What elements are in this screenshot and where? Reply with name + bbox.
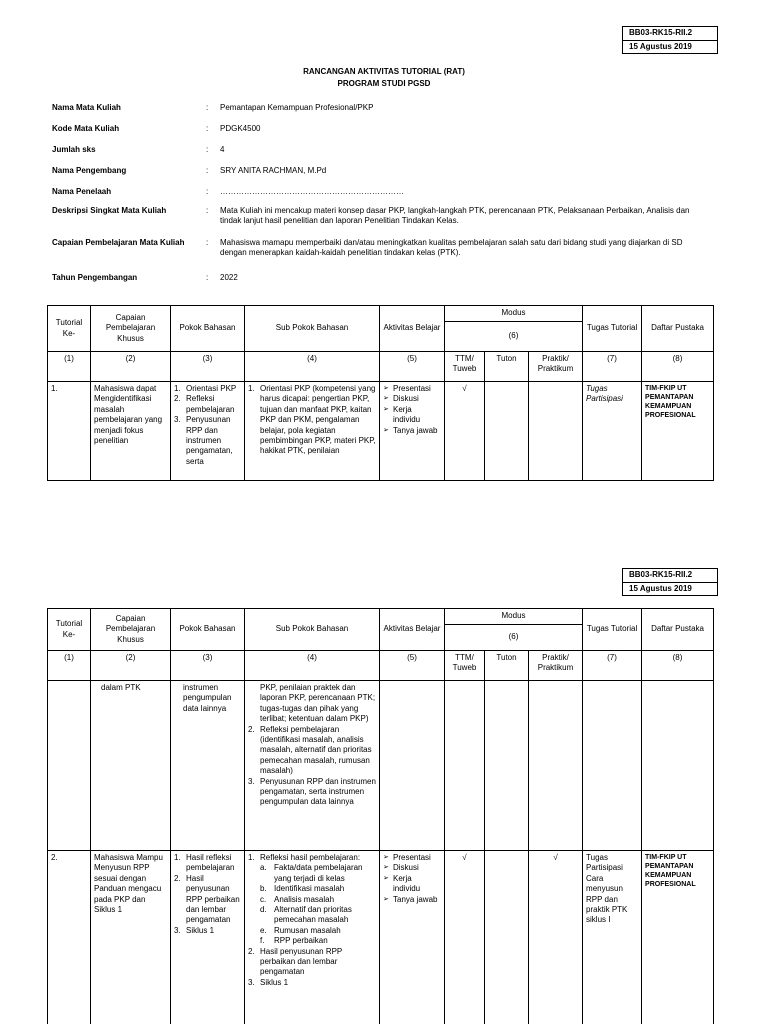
meta-value: Mahasiswa mamapu memperbaiki dan/atau meningkatkan kualitas pembelajaran salah satu dari bidang studi yang diajarkan di SD dengan menerapkan kaidah-kaidah penelitian tindakan kelas (PTK). — [220, 238, 683, 258]
meta-value: PDGK4500 — [220, 124, 261, 133]
tutorial-number — [48, 681, 91, 851]
meta-colon: : — [206, 187, 209, 196]
list-item — [174, 384, 241, 394]
header-modus-number: (6) — [445, 322, 583, 352]
list-number: 2. — [174, 394, 181, 404]
list-number: 3. — [248, 977, 255, 987]
list-item — [383, 853, 441, 863]
pokok-cell: instrumen pengumpulan data lainnya — [171, 681, 245, 851]
arrow-bullet-icon: ➢ — [383, 895, 389, 903]
col-number: (1) — [48, 352, 91, 382]
tuton-check — [485, 382, 529, 481]
header-pustaka: Daftar Pustaka — [642, 609, 714, 651]
list-item — [248, 853, 376, 947]
list-number: 3. — [174, 415, 181, 425]
header-pustaka: Daftar Pustaka — [642, 306, 714, 352]
list-text: RPP perbaikan — [274, 936, 328, 946]
list-text: Diskusi — [393, 863, 419, 873]
document-title: RANCANGAN AKTIVITAS TUTORIAL (RAT) — [303, 67, 465, 76]
header-sub: Sub Pokok Bahasan — [245, 306, 380, 352]
aktivitas-cell — [380, 681, 445, 851]
col-number: (3) — [171, 352, 245, 382]
tutorial-number: 1. — [48, 382, 91, 481]
capaian-cell: Mahasiswa dapat Mengidentifikasi masalah pembelajaran yang menjadi fokus penelitian — [91, 382, 171, 481]
pustaka-cell: TIM-FKIP UT PEMANTAPAN KEMAMPUAN PROFESIONAL — [642, 382, 714, 481]
capaian-cell: Mahasiswa Mampu Menyusun RPP sesuai dengan Panduan mengacu pada PKP dan Siklus 1 — [91, 851, 171, 1024]
aktivitas-cell — [380, 382, 445, 481]
list-item — [260, 884, 376, 894]
list-text: Hasil penyusunan RPP perbaikan dan lembar pengamatan — [186, 873, 240, 925]
list-item — [174, 853, 241, 874]
ttm-check — [445, 681, 485, 851]
table-row — [48, 382, 714, 481]
list-text: Kerja individu — [393, 404, 421, 425]
list-item — [260, 936, 376, 946]
table-row — [48, 681, 714, 851]
meta-value: Mata Kuliah ini mencakup materi konsep dasar PKP, langkah-langkah PTK, perencanaan PTK, Pelaksanaan Perbaikan, Analisis dan tindak lanjut hasil penelitian dan laporan Penelitian Tindakan Kelas. — [220, 206, 690, 226]
list-item — [383, 426, 441, 436]
list-item — [248, 725, 376, 777]
pokok-list — [174, 384, 241, 467]
tugas-cell — [583, 681, 642, 851]
list-number: 3. — [248, 776, 255, 786]
meta-label: Tahun Pengembangan — [52, 273, 138, 282]
ttm-check: √ — [445, 851, 485, 1024]
header-capaian: Capaian Pembelajaran Khusus — [91, 306, 171, 352]
document-date: 15 Agustus 2019 — [623, 40, 717, 53]
aktivitas-cell — [380, 851, 445, 1024]
sub-cell — [245, 851, 380, 1024]
header-praktik: Praktik/ Praktikum — [529, 651, 583, 681]
col-number: (7) — [583, 651, 642, 681]
praktik-check — [529, 382, 583, 481]
document-code-box — [622, 568, 718, 596]
list-number: 2. — [174, 873, 181, 883]
list-item — [260, 926, 376, 936]
list-text: Tanya jawab — [393, 894, 438, 904]
sub-cell — [245, 382, 380, 481]
list-text: Refleksi pembelajaran (identifikasi masalah, analisis masalah, alternatif dan prioritas pemecahan masalah, rumusan masalah) — [260, 724, 372, 776]
list-text: Hasil penyusunan RPP perbaikan dan lembar pengamatan — [260, 946, 343, 977]
list-item — [383, 895, 441, 905]
list-text: Siklus 1 — [186, 925, 215, 935]
aktivitas-list — [383, 384, 441, 436]
list-number: 1. — [248, 853, 255, 862]
header-tugas: Tugas Tutorial — [583, 609, 642, 651]
meta-label: Nama Mata Kuliah — [52, 103, 121, 112]
list-number: 1. — [248, 384, 255, 393]
meta-label: Kode Mata Kuliah — [52, 124, 120, 133]
meta-colon: : — [206, 166, 209, 175]
list-item — [383, 863, 441, 873]
list-text: Refleksi hasil pembelajaran: — [260, 853, 361, 862]
list-number: 2. — [248, 946, 255, 956]
list-item — [383, 394, 441, 404]
header-aktivitas: Aktivitas Belajar — [380, 306, 445, 352]
list-item — [248, 777, 376, 808]
header-ttm: TTM/ Tuweb — [445, 352, 485, 382]
arrow-bullet-icon: ➢ — [383, 405, 389, 413]
meta-label: Capaian Pembelajaran Mata Kuliah — [52, 238, 185, 247]
praktik-check — [529, 681, 583, 851]
header-tuton: Tuton — [485, 352, 529, 382]
list-text: Refleksi pembelajaran — [186, 394, 235, 414]
document-page-2 — [0, 558, 768, 1024]
col-number: (5) — [380, 651, 445, 681]
pokok-cell — [171, 382, 245, 481]
list-letter: c. — [260, 894, 267, 904]
meta-value: SRY ANITA RACHMAN, M.Pd — [220, 166, 327, 175]
list-text: Orientasi PKP (kompetensi yang harus dicapai: pengertian PKP, tujuan dan manfaat PKP, kaitan PKP dan PKM, pengalaman belajar, pola kegiatan pembimbingan PKP, materi PKP, hakikat PTK, penilaian — [260, 384, 376, 456]
pokok-list — [174, 853, 241, 936]
arrow-bullet-icon: ➢ — [383, 864, 389, 872]
header-tutorial: Tutorial Ke- — [48, 609, 91, 651]
header-modus: Modus — [445, 306, 583, 322]
list-text: Alternatif dan prioritas pemecahan masalah — [274, 904, 352, 925]
header-aktivitas: Aktivitas Belajar — [380, 609, 445, 651]
list-item — [248, 384, 376, 457]
list-text: Penyusunan RPP dan instrumen pengamatan, serta instrumen pengumpulan data lainnya — [260, 776, 376, 807]
list-letter: e. — [260, 925, 267, 935]
col-number: (2) — [91, 651, 171, 681]
meta-label: Deskripsi Singkat Mata Kuliah — [52, 206, 167, 215]
col-number: (7) — [583, 352, 642, 382]
sub-text: PKP, penilaian praktek dan laporan PKP, perencanaan PTK; tugas-tugas dan pihak yang terlibat; ketentuan dalam PKP) — [260, 683, 376, 724]
list-item — [383, 384, 441, 394]
header-tugas: Tugas Tutorial — [583, 306, 642, 352]
list-number: 1. — [174, 853, 181, 862]
list-text: Hasil refleksi pembelajaran — [186, 853, 235, 873]
col-number: (4) — [245, 651, 380, 681]
meta-colon: : — [206, 103, 209, 112]
header-tutorial: Tutorial Ke- — [48, 306, 91, 352]
list-text: Presentasi — [393, 853, 431, 862]
header-capaian: Capaian Pembelajaran Khusus — [91, 609, 171, 651]
header-praktik: Praktik/ Praktikum — [529, 352, 583, 382]
list-number: 1. — [174, 384, 181, 393]
meta-value: Pemantapan Kemampuan Profesional/PKP — [220, 103, 374, 112]
pustaka-cell — [642, 681, 714, 851]
list-item — [248, 947, 376, 978]
arrow-bullet-icon: ➢ — [383, 395, 389, 403]
meta-colon: : — [206, 145, 209, 154]
list-text: Presentasi — [393, 384, 431, 393]
col-number: (2) — [91, 352, 171, 382]
list-item — [260, 905, 376, 926]
list-letter: d. — [260, 904, 267, 914]
list-item — [383, 405, 441, 426]
list-letter: b. — [260, 884, 267, 894]
meta-colon: : — [206, 206, 209, 215]
list-text: Diskusi — [393, 394, 419, 404]
col-number: (3) — [171, 651, 245, 681]
document-subtitle: PROGRAM STUDI PGSD — [337, 79, 431, 88]
header-sub: Sub Pokok Bahasan — [245, 609, 380, 651]
document-code: BB03-RK15-RII.2 — [629, 570, 693, 579]
col-number: (1) — [48, 651, 91, 681]
list-item — [383, 874, 441, 895]
document-date: 15 Agustus 2019 — [623, 582, 717, 595]
header-pokok: Pokok Bahasan — [171, 306, 245, 352]
pustaka-cell: TIM-FKIP UT PEMANTAPAN KEMAMPUAN PROFESIONAL — [642, 851, 714, 1024]
rat-table — [47, 305, 714, 481]
meta-value: 2022 — [220, 273, 238, 282]
rat-table-continued — [47, 608, 714, 1024]
header-modus-number: (6) — [445, 625, 583, 651]
sub-list — [248, 725, 376, 808]
meta-label: Jumlah sks — [52, 145, 96, 154]
meta-value: …………………………………………………………… — [220, 187, 404, 196]
header-tuton: Tuton — [485, 651, 529, 681]
list-text: Kerja individu — [393, 873, 421, 894]
list-item — [174, 394, 241, 415]
col-number: (8) — [642, 352, 714, 382]
list-text: Penyusunan RPP dan instrumen pengamatan, serta — [186, 415, 233, 466]
meta-label: Nama Penelaah — [52, 187, 112, 196]
meta-colon: : — [206, 124, 209, 133]
list-text: Fakta/data pembelajaran yang terjadi di kelas — [274, 863, 363, 883]
sub-list — [248, 384, 376, 457]
pokok-cell — [171, 851, 245, 1024]
tuton-check — [485, 681, 529, 851]
col-number: (4) — [245, 352, 380, 382]
tutorial-number: 2. — [48, 851, 91, 1024]
list-letter: a. — [260, 863, 267, 873]
arrow-bullet-icon: ➢ — [383, 874, 389, 882]
list-item — [174, 926, 241, 936]
list-text: Orientasi PKP — [186, 384, 237, 393]
header-pokok: Pokok Bahasan — [171, 609, 245, 651]
col-number: (5) — [380, 352, 445, 382]
aktivitas-list — [383, 853, 441, 905]
list-letter: f. — [260, 936, 265, 946]
sub-cell — [245, 681, 380, 851]
meta-colon: : — [206, 273, 209, 282]
list-item — [174, 415, 241, 467]
list-item — [260, 863, 376, 884]
header-ttm: TTM/ Tuweb — [445, 651, 485, 681]
meta-value: 4 — [220, 145, 225, 154]
arrow-bullet-icon: ➢ — [383, 385, 389, 392]
list-item — [248, 978, 376, 988]
meta-label: Nama Pengembang — [52, 166, 127, 175]
sub-list — [248, 853, 376, 988]
list-number: 3. — [174, 925, 181, 935]
arrow-bullet-icon: ➢ — [383, 854, 389, 861]
capaian-cell: dalam PTK — [91, 681, 171, 851]
arrow-bullet-icon: ➢ — [383, 426, 389, 434]
list-text: Rumusan masalah — [274, 925, 341, 935]
ttm-check: √ — [445, 382, 485, 481]
tugas-cell: Tugas Partisipasi — [583, 382, 642, 481]
list-text: Siklus 1 — [260, 977, 289, 987]
table-row — [48, 851, 714, 1024]
tuton-check — [485, 851, 529, 1024]
document-code-box — [622, 26, 718, 54]
meta-colon: : — [206, 238, 209, 247]
tugas-cell: Tugas Partisipasi Cara menyusun RPP dan praktik PTK siklus I — [583, 851, 642, 1024]
list-item — [174, 874, 241, 926]
praktik-check: √ — [529, 851, 583, 1024]
list-text: Identifikasi masalah — [274, 884, 345, 894]
header-modus: Modus — [445, 609, 583, 625]
col-number: (8) — [642, 651, 714, 681]
list-item — [260, 895, 376, 905]
list-number: 2. — [248, 724, 255, 734]
list-text: Tanya jawab — [393, 425, 438, 435]
list-text: Analisis masalah — [274, 894, 335, 904]
document-code: BB03-RK15-RII.2 — [629, 28, 693, 37]
sub-sublist — [260, 863, 376, 946]
